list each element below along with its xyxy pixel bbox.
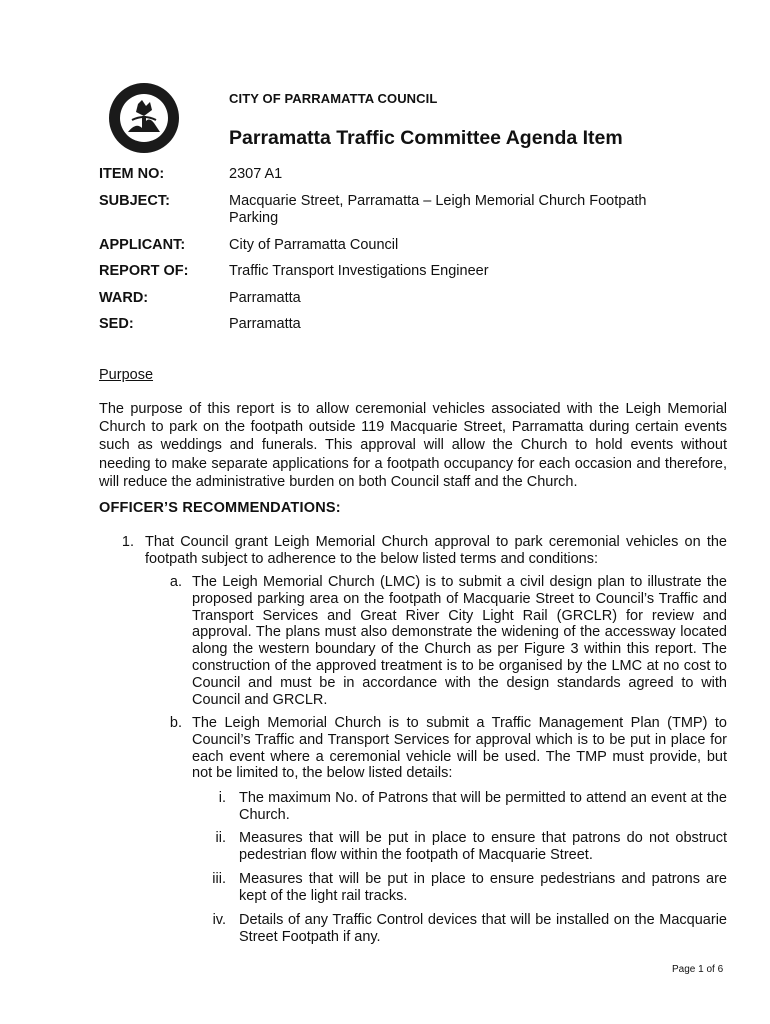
page-title: Parramatta Traffic Committee Agenda Item (229, 127, 623, 149)
list-letter: b. (169, 715, 182, 731)
meta-value: Traffic Transport Investigations Engineer (229, 263, 489, 279)
meta-value: Parramatta (229, 290, 301, 306)
purpose-heading: Purpose (99, 367, 154, 383)
meta-value: Parramatta (229, 316, 301, 332)
meta-label: WARD: (99, 290, 149, 306)
meta-label: SUBJECT: (99, 193, 170, 209)
page-number: Page 1 of 6 (672, 964, 724, 975)
meta-value: 2307 A1 (229, 166, 283, 182)
meta-value: Macquarie Street, Parramatta – Leigh Memorial Church Footpath Parking (229, 193, 647, 226)
sub-item-i: The maximum No. of Patrons that will be permitted to attend an event at the Church. (239, 790, 727, 823)
recommendation-item-b: The Leigh Memorial Church is to submit a Traffic Management Plan (TMP) to Council’s Traffic and Transport Services for approval which is to be put in place for each event where a ceremonial vehicle will be used. The TMP must provide, but not be limited to, the below listed details: (192, 715, 727, 782)
meta-value: City of Parramatta Council (229, 237, 399, 253)
recommendations-heading: OFFICER’S RECOMMENDATIONS: (99, 500, 341, 516)
council-name: CITY OF PARRAMATTA COUNCIL (229, 91, 438, 106)
recommendation-item-1: That Council grant Leigh Memorial Church approval to park ceremonial vehicles on the footpath subject to adherence to the below listed terms and conditions: (145, 534, 727, 567)
sub-item-iv: Details of any Traffic Control devices that will be installed on the Macquarie Street Footpath if any. (239, 912, 727, 945)
meta-label: ITEM NO: (99, 166, 165, 182)
list-roman: iii. (212, 871, 226, 887)
meta-label: REPORT OF: (99, 263, 189, 279)
meta-label: SED: (99, 316, 134, 332)
sub-item-iii: Measures that will be put in place to ensure pedestrians and patrons are kept of the light rail tracks. (239, 871, 727, 904)
sub-item-ii: Measures that will be put in place to ensure that patrons do not obstruct pedestrian flow within the footpath of Macquarie Street. (239, 830, 727, 863)
council-seal-logo (108, 82, 180, 154)
list-letter: a. (169, 574, 182, 590)
list-roman: i. (218, 790, 226, 806)
list-number: 1. (121, 534, 134, 550)
purpose-paragraph: The purpose of this report is to allow ceremonial vehicles associated with the Leigh Memorial Church to park on the footpath outside 119 Macquarie Street, Parramatta during certain events such as weddings and funerals. This approval will allow the Church to hold events without needing to make separate applications for a footpath occupancy for each occasion and therefore, will reduce the administrative burden on both Council staff and the Church. (99, 401, 727, 490)
recommendation-item-a: The Leigh Memorial Church (LMC) is to submit a civil design plan to illustrate the proposed parking area on the footpath of Macquarie Street to Council’s Traffic and Transport Services and Great River City Light Rail (GRCLR) for review and approval. The plans must also demonstrate the widening of the accessway located along the western boundary of the Church as per Figure 3 within this report. The construction of the approved treatment is to be organised by the LMC at no cost to Council and must be in accordance with the design standards agreed to with Council and GRCLR. (192, 574, 727, 708)
list-roman: iv. (212, 912, 226, 928)
list-roman: ii. (215, 830, 226, 846)
meta-label: APPLICANT: (99, 237, 186, 253)
